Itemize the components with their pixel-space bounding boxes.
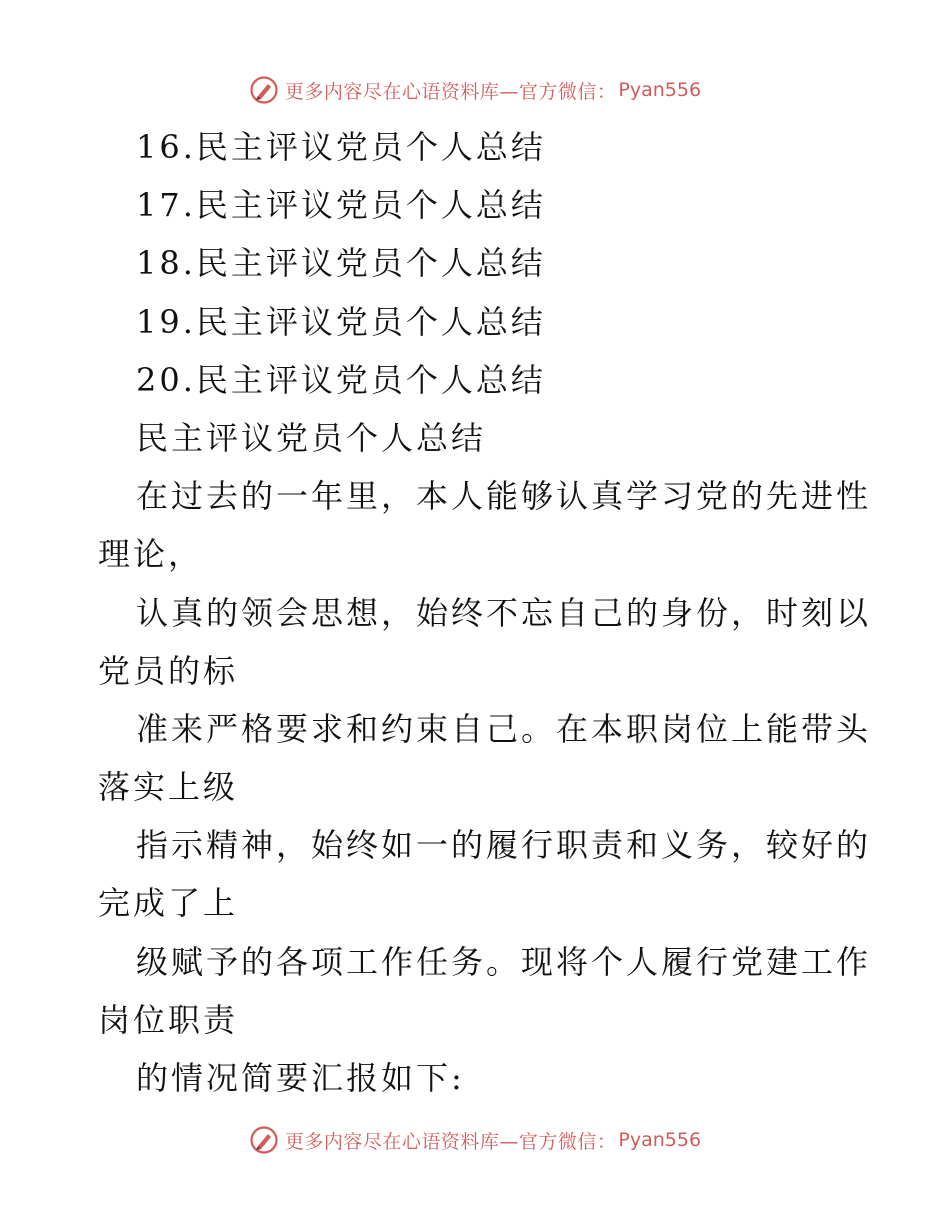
footer-watermark [0,1120,950,1160]
paragraph-line: 的情况简要汇报如下: [136,1059,465,1097]
paragraph-line: 岗位职责 [98,1000,239,1039]
pen-logo-icon [249,1125,279,1155]
paragraph-line: 党员的标 [98,651,239,690]
paragraph-line: 级赋予的各项工作任务。现将个人履行党建工作 [136,942,872,981]
section-title: 民主评议党员个人总结 [136,418,487,457]
toc-item-17: 17.民主评议党员个人总结 [136,186,546,225]
pen-logo-icon [249,75,279,105]
paragraph-line: 准来严格要求和约束自己。在本职岗位上能带头 [136,709,872,748]
paragraph-line: 认真的领会思想，始终不忘自己的身份，时刻以 [136,593,872,632]
document-body [98,118,872,1107]
toc-item-16: 16.民主评议党员个人总结 [136,128,546,166]
toc-item-19: 19.民主评议党员个人总结 [136,302,546,341]
toc-item-18: 18.民主评议党员个人总结 [136,244,546,283]
watermark-id: Pyan556 [618,1129,702,1151]
watermark-id: Pyan556 [618,79,702,101]
watermark-text: 更多内容尽在心语资料库—官方微信： [284,80,617,103]
toc-item-20: 20.民主评议党员个人总结 [136,360,546,399]
paragraph-line: 落实上级 [98,768,239,807]
watermark-text: 更多内容尽在心语资料库—官方微信： [284,1130,617,1153]
paragraph-line: 在过去的一年里，本人能够认真学习党的先进性 [136,477,872,516]
header-watermark [0,70,950,110]
paragraph-line: 指示精神，始终如一的履行职责和义务，较好的 [136,826,872,865]
paragraph-line: 完成了上 [98,884,239,923]
paragraph-line: 理论， [98,535,204,574]
